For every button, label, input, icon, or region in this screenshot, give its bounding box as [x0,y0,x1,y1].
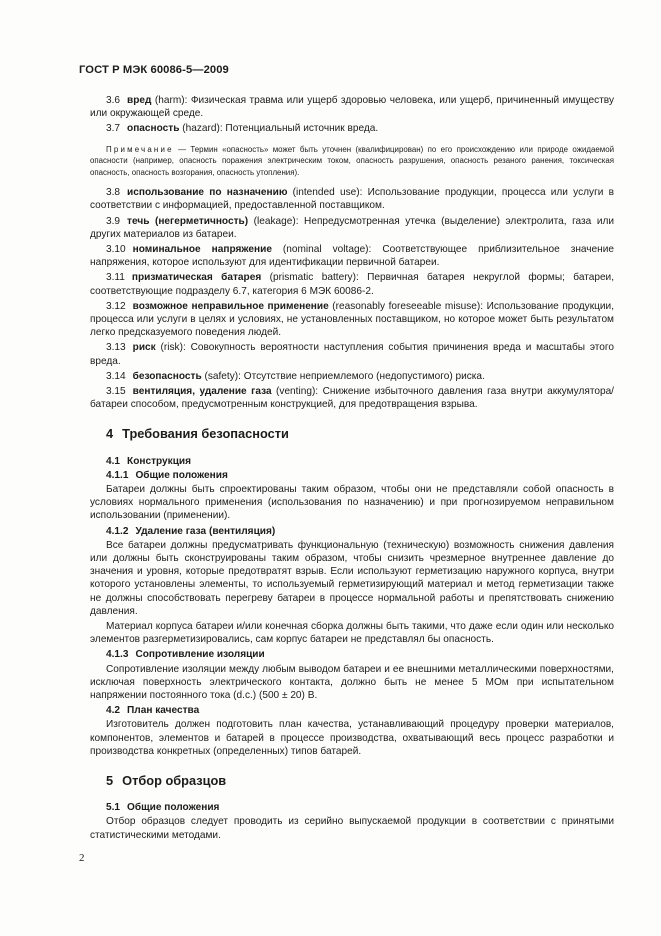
term: течь (негерметичность) [127,215,249,227]
section-4-heading: 4 Требования безопасности [106,426,289,442]
paragraph: Все батареи должны предусматривать функциональную (техническую) возможность снижения давления или должны быть сконструированы таким образом, чтобы снизить чрезмерное внутреннее давление до значения и уровня, которые предотвратят взрыв. Если используют герметизацию наружного корпуса, внутри которого установлены элементы, то используемый герметизирующий материал и метод герметизации также не должны способствовать перегреву батареи в процессе нормальной работы и препятствовать снижению давления. [90,539,614,617]
section-4-1-2-heading: 4.1.2 Удаление газа (вентиляция) [106,525,276,537]
paragraph: Изготовитель должен подготовить план качества, устанавливающий процедуру проверки материалов, компонентов, элементов и батарей в процессе производства, охватывающий весь процесс разработки и производства конкретных (определенных) типов батарей. [90,719,614,757]
definition-3-10: 3.10 номинальное напряжение (nominal voltage): Соответствующее приблизительное значение напряжения, которое используют для идентификации первичной батареи. [90,243,614,269]
term: возможное неправильное применение [132,300,329,312]
standard-header: ГОСТ Р МЭК 60086-5—2009 [79,64,229,76]
paragraph: Материал корпуса батареи и/или конечная сборка должны быть такими, что даже если один или несколько элементов разгерметизировались, сам корпус батареи не представлял бы опасность. [90,621,614,646]
term: безопасность [132,370,202,382]
definition-3-13: 3.13 риск (risk): Совокупность вероятности наступления события причинения вреда и масштабы этого вреда. [90,342,614,367]
definition-3-8: 3.8 использование по назначению (intended use): Использование продукции, процесса или услуги в соответствии с информацией, предоставленной поставщиком. [90,187,614,212]
definition-3-14: 3.14 безопасность (safety): Отсутствие неприемлемого (недопустимого) риска. [106,370,485,382]
definition-3-15: 3.15 вентиляция, удаление газа (venting): Снижение избыточного давления газа внутри аккумулятора/батареи способом, предусмотренным конструкцией, для предотвращения взрыва. [90,385,614,411]
definition-3-12: 3.12 возможное неправильное применение (reasonably foreseeable misuse): Использование продукции, процесса или услуги в целях и условиях, не установленных поставщиком, но которое может быть результатом легко предсказуемого поведения людей. [90,300,615,339]
section-4-2-heading: 4.2 План качества [106,705,200,717]
section-5-1-heading: 5.1 Общие положения [106,802,220,814]
paragraph: Батареи должны быть спроектированы таким образом, чтобы они не представляли собой опасность в условиях нормального применения (использования по назначению) и при прогнозируемом неправильном использовании (применении). [90,483,614,522]
page-number: 2 [79,852,85,864]
section-4-1-3-heading: 4.1.3 Сопротивление изоляции [106,649,265,661]
note-label: Примечание [106,144,174,154]
definition-3-7: 3.7 опасность (hazard): Потенциальный источник вреда. [106,123,379,135]
note: Примечание — Термин «опасность» может быть уточнен (квалифицирован) по его происхождению или природе ожидаемой опасности (например, опасность поражения электрическим током, опасность разрушения, опасность резаного ранения, токсическая опасность, опасность возгорания, опасность утопления). [90,144,614,177]
term: вентиляция, удаление газа [132,385,272,397]
section-5-heading: 5 Отбор образцов [106,773,227,789]
term: опасность [127,123,180,135]
term: риск [132,342,156,354]
term: номинальное напряжение [132,243,272,255]
term: призматическая батарея [131,272,262,284]
definition-3-6: 3.6 вред (harm): Физическая травма или ущерб здоровью человека, или ущерб, причиненный имуществу или окружающей среде. [90,95,614,120]
term: вред [127,95,152,106]
definition-3-9: 3.9 течь (негерметичность) (leakage): Непредусмотренная утечка (выделение) электролита, газа или других материалов из батареи. [90,215,614,240]
paragraph: Сопротивление изоляции между любым выводом батареи и ее внешними металлическими поверхностями, исключая поверхность электрического контакта, должно быть не менее 5 МОм при испытательном напряжении постоянного тока (d.c.) (500 ± 20) В. [90,663,614,702]
section-4-1-heading: 4.1 Конструкция [106,455,192,467]
section-4-1-1-heading: 4.1.1 Общие положения [106,469,228,481]
definition-3-11: 3.11 призматическая батарея (prismatic battery): Первичная батарея некруглой формы; батареи, соответствующие подразделу 6.7, категория 6 МЭК 60086-2. [90,272,614,297]
term: использование по назначению [127,187,288,199]
paragraph: Отбор образцов следует проводить из серийно выпускаемой продукции в соответствии с принятыми статистическими методами. [90,816,614,841]
page-content [90,94,614,844]
